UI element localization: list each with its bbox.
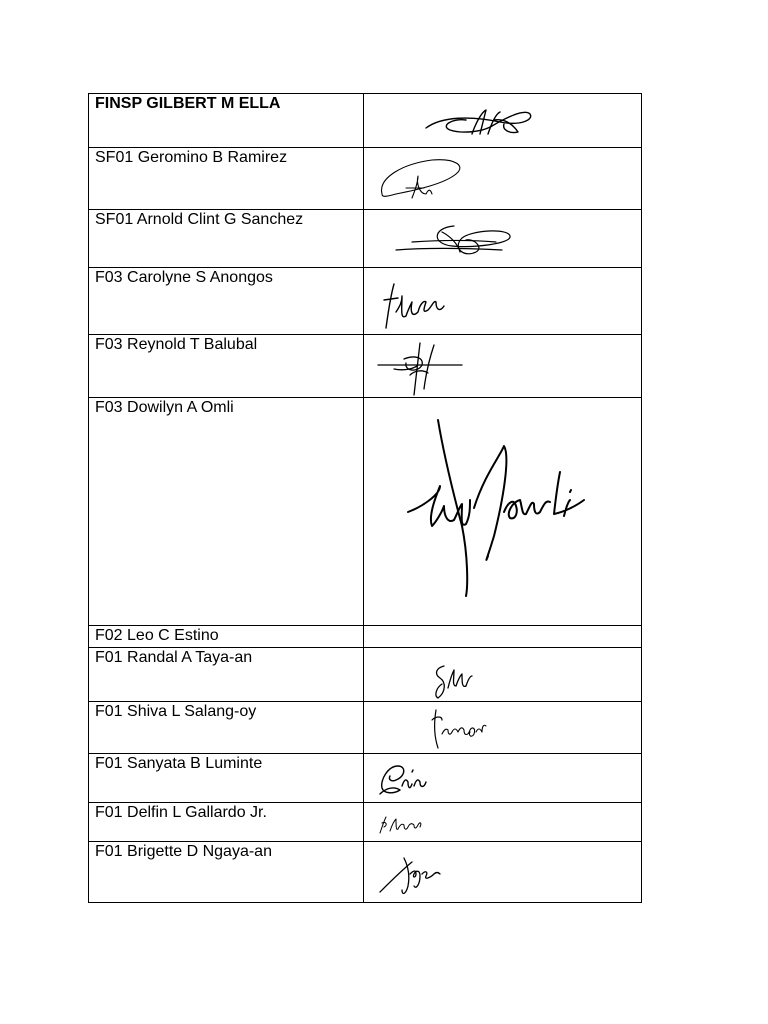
table-row	[89, 268, 642, 335]
table-row	[89, 94, 642, 148]
name-cell: F03 Carolyne S Anongos	[89, 268, 364, 335]
table-row	[89, 398, 642, 626]
table-row	[89, 148, 642, 210]
signature-image	[392, 218, 522, 262]
name-cell: F03 Reynold T Balubal	[89, 335, 364, 398]
signature-cell	[364, 148, 642, 210]
name-cell: FINSP GILBERT M ELLA	[89, 94, 364, 148]
signature-image	[404, 416, 586, 600]
signature-image	[374, 339, 464, 397]
name-cell: SF01 Arnold Clint G Sanchez	[89, 210, 364, 268]
table-row	[89, 210, 642, 268]
signature-cell	[364, 648, 642, 702]
name-cell: F01 Brigette D Ngaya-an	[89, 842, 364, 903]
signature-image	[380, 278, 448, 330]
table-row	[89, 626, 642, 648]
table-row	[89, 803, 642, 842]
signature-cell	[364, 210, 642, 268]
name-cell: F03 Dowilyn A Omli	[89, 398, 364, 626]
signature-image	[376, 813, 424, 837]
signature-image	[430, 662, 474, 700]
signature-cell	[364, 803, 642, 842]
signature-table	[88, 93, 642, 903]
signature-image	[422, 104, 542, 140]
table-row	[89, 335, 642, 398]
signature-image	[376, 852, 442, 898]
signature-cell	[364, 335, 642, 398]
name-cell: SF01 Geromino B Ramirez	[89, 148, 364, 210]
signature-cell	[364, 702, 642, 754]
signature-image	[376, 760, 428, 798]
signature-cell	[364, 754, 642, 803]
name-cell: F02 Leo C Estino	[89, 626, 364, 648]
signature-cell	[364, 398, 642, 626]
table-row	[89, 842, 642, 903]
name-cell: F01 Delfin L Gallardo Jr.	[89, 803, 364, 842]
signature-cell	[364, 842, 642, 903]
signature-cell	[364, 94, 642, 148]
table-row	[89, 754, 642, 803]
signature-image	[428, 706, 488, 752]
name-cell: F01 Randal A Taya-an	[89, 648, 364, 702]
name-cell: F01 Sanyata B Luminte	[89, 754, 364, 803]
signature-cell	[364, 626, 642, 648]
signature-image	[376, 154, 466, 206]
name-cell: F01 Shiva L Salang-oy	[89, 702, 364, 754]
table-row	[89, 702, 642, 754]
table-row	[89, 648, 642, 702]
signature-cell	[364, 268, 642, 335]
